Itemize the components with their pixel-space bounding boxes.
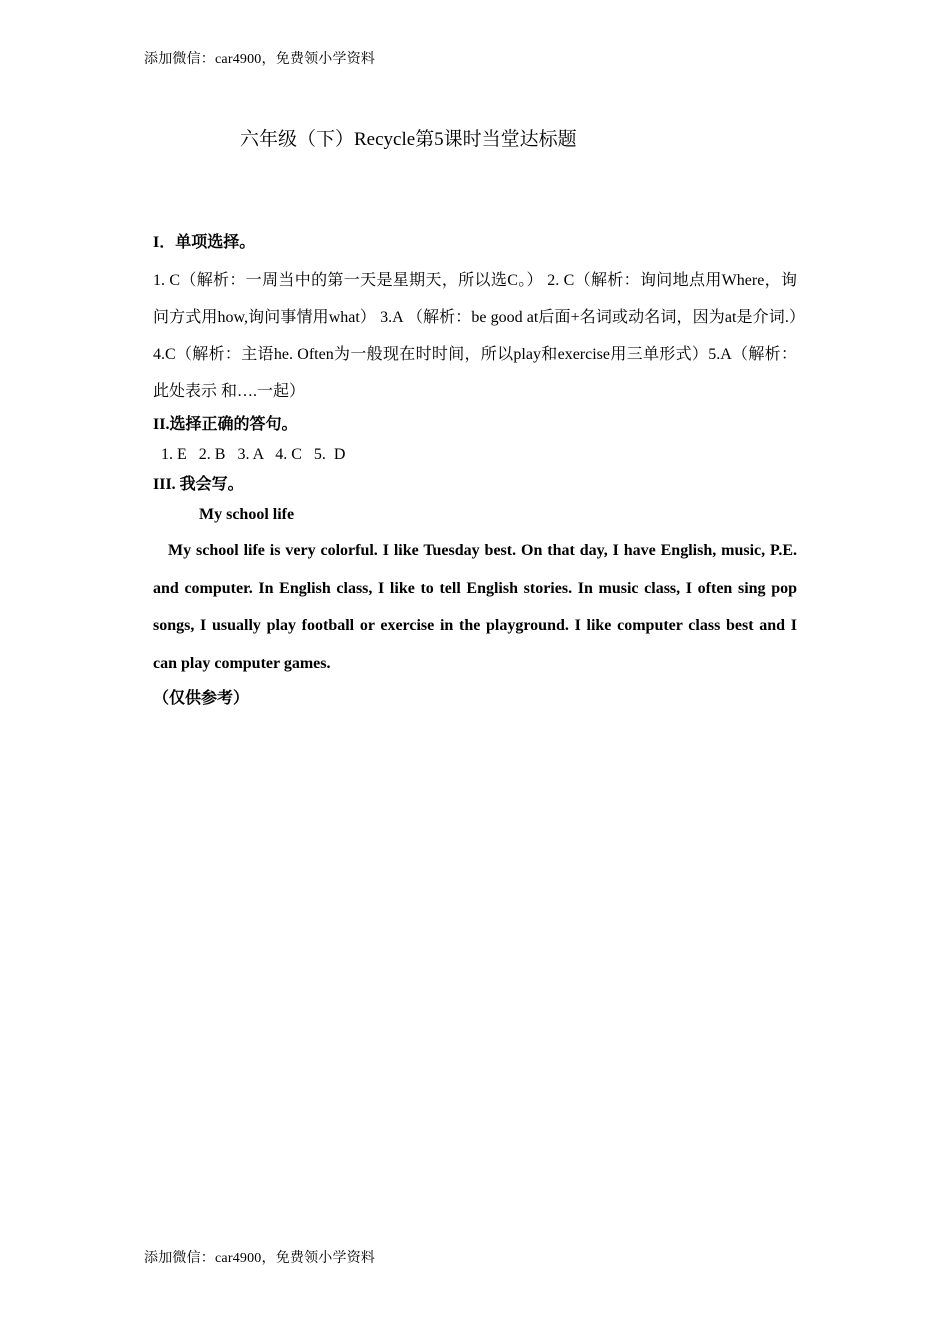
page-header: 添加微信：car4900，免费领小学资料	[144, 52, 376, 67]
reference-note: （仅供参考）	[153, 690, 250, 707]
page-footer: 添加微信：car4900，免费领小学资料	[144, 1251, 376, 1266]
section-heading-multiple-choice: I．单项选择。	[153, 234, 256, 251]
multiple-choice-answers: 1. C（解析：一周当中的第一天是星期天，所以选C。） 2. C（解析：询问地点用Where，询问方式用how,询问事情用what） 3.A （解析：be good at后面+名词或动名词，因为at是介词.）4.C（解析：主语he. Often为一般现在时时间，所以play和exercise用三单形式）5.A（解析：此处表示 和….一起）	[153, 272, 797, 400]
choose-answer-answers: 1. E 2. B 3. A 4. C 5. D	[161, 446, 346, 463]
section-heading-choose-answer: II.选择正确的答句。	[153, 416, 298, 433]
essay-title: My school life	[199, 506, 295, 523]
document-title: 六年级（下）Recycle第5课时当堂达标题	[240, 129, 577, 150]
answer-content	[153, 230, 797, 712]
section-heading-writing: III. 我会写。	[153, 476, 244, 493]
essay-body: My school life is very colorful. I like Tuesday best. On that day, I have English, music, P.E. and computer. In English class, I like to tell English stories. In music class, I often sing pop songs, I usually play football or exercise in the playground. I like computer class best and I can play computer games.	[153, 542, 797, 672]
